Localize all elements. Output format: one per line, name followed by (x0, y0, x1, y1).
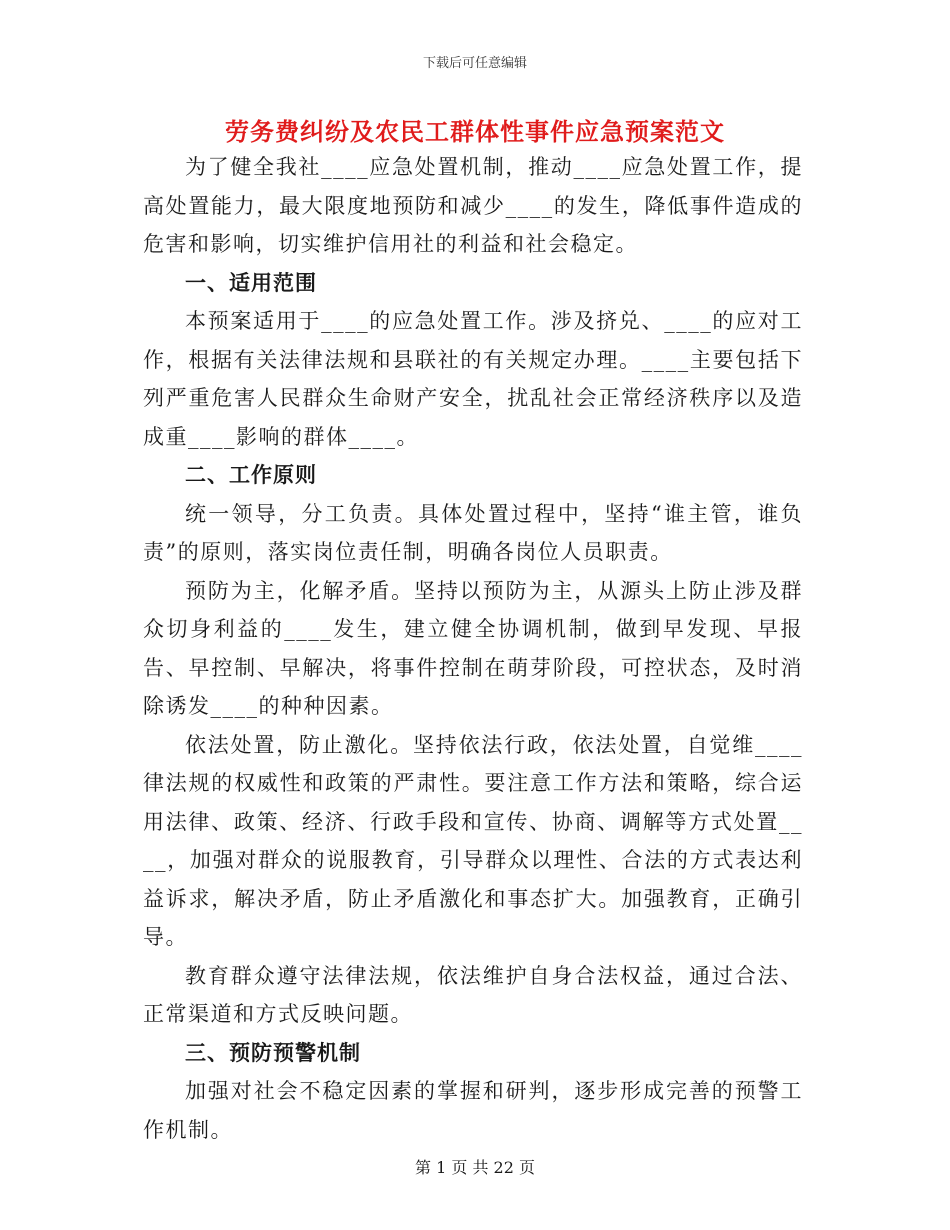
section-heading-warning: 三、预防预警机制 (185, 1039, 361, 1065)
paragraph-principle-law: 依法处置，防止激化。坚持依法行政，依法处置，自觉维____律法规的权威性和政策的严肃性。要注意工作方法和策略，综合运用法律、政策、经济、行政手段和宣传、协商、调解等方式处置____，加强对群众的说服教育，引导群众以理性、合法的方式表达利益诉求，解决矛盾，防止矛盾激化和事态扩大。加强教育，正确引导。 (143, 732, 803, 949)
header-note: 下载后可任意编辑 (422, 56, 527, 71)
document-body (143, 148, 803, 1149)
paragraph-principle-leadership: 统一领导，分工负责。具体处置过程中，坚持“谁主管，谁负责”的原则，落实岗位责任制，明确各岗位人员职责。 (143, 501, 803, 564)
section-heading-scope: 一、适用范围 (185, 269, 317, 295)
paragraph-warning: 加强对社会不稳定因素的掌握和研判，逐步形成完善的预警工作机制。 (143, 1079, 803, 1142)
paragraph-principle-prevention: 预防为主，化解矛盾。坚持以预防为主，从源头上防止涉及群众切身利益的____发生，建立健全协调机制，做到早发现、早报告、早控制、早解决，将事件控制在萌芽阶段，可控状态，及时消除诱发____的种种因素。 (143, 578, 803, 718)
document-title: 劳务费纠纷及农民工群体性事件应急预案范文 (225, 117, 725, 146)
paragraph-principle-education: 教育群众遵守法律法规，依法维护自身合法权益，通过合法、正常渠道和方式反映问题。 (143, 963, 803, 1026)
section-heading-principles: 二、工作原则 (185, 462, 317, 487)
page-number: 第 1 页 共 22 页 (415, 1158, 535, 1177)
paragraph-scope: 本预案适用于____的应急处置工作。涉及挤兑、____的应对工作，根据有关法律法规和县联社的有关规定办理。____主要包括下列严重危害人民群众生命财产安全，扰乱社会正常经济秩序以及造成重____影响的群体____。 (143, 309, 803, 449)
paragraph-intro: 为了健全我社____应急处置机制，推动____应急处置工作，提高处置能力，最大限度地预防和减少____的发生，降低事件造成的危害和影响，切实维护信用社的利益和社会稳定。 (143, 155, 803, 256)
